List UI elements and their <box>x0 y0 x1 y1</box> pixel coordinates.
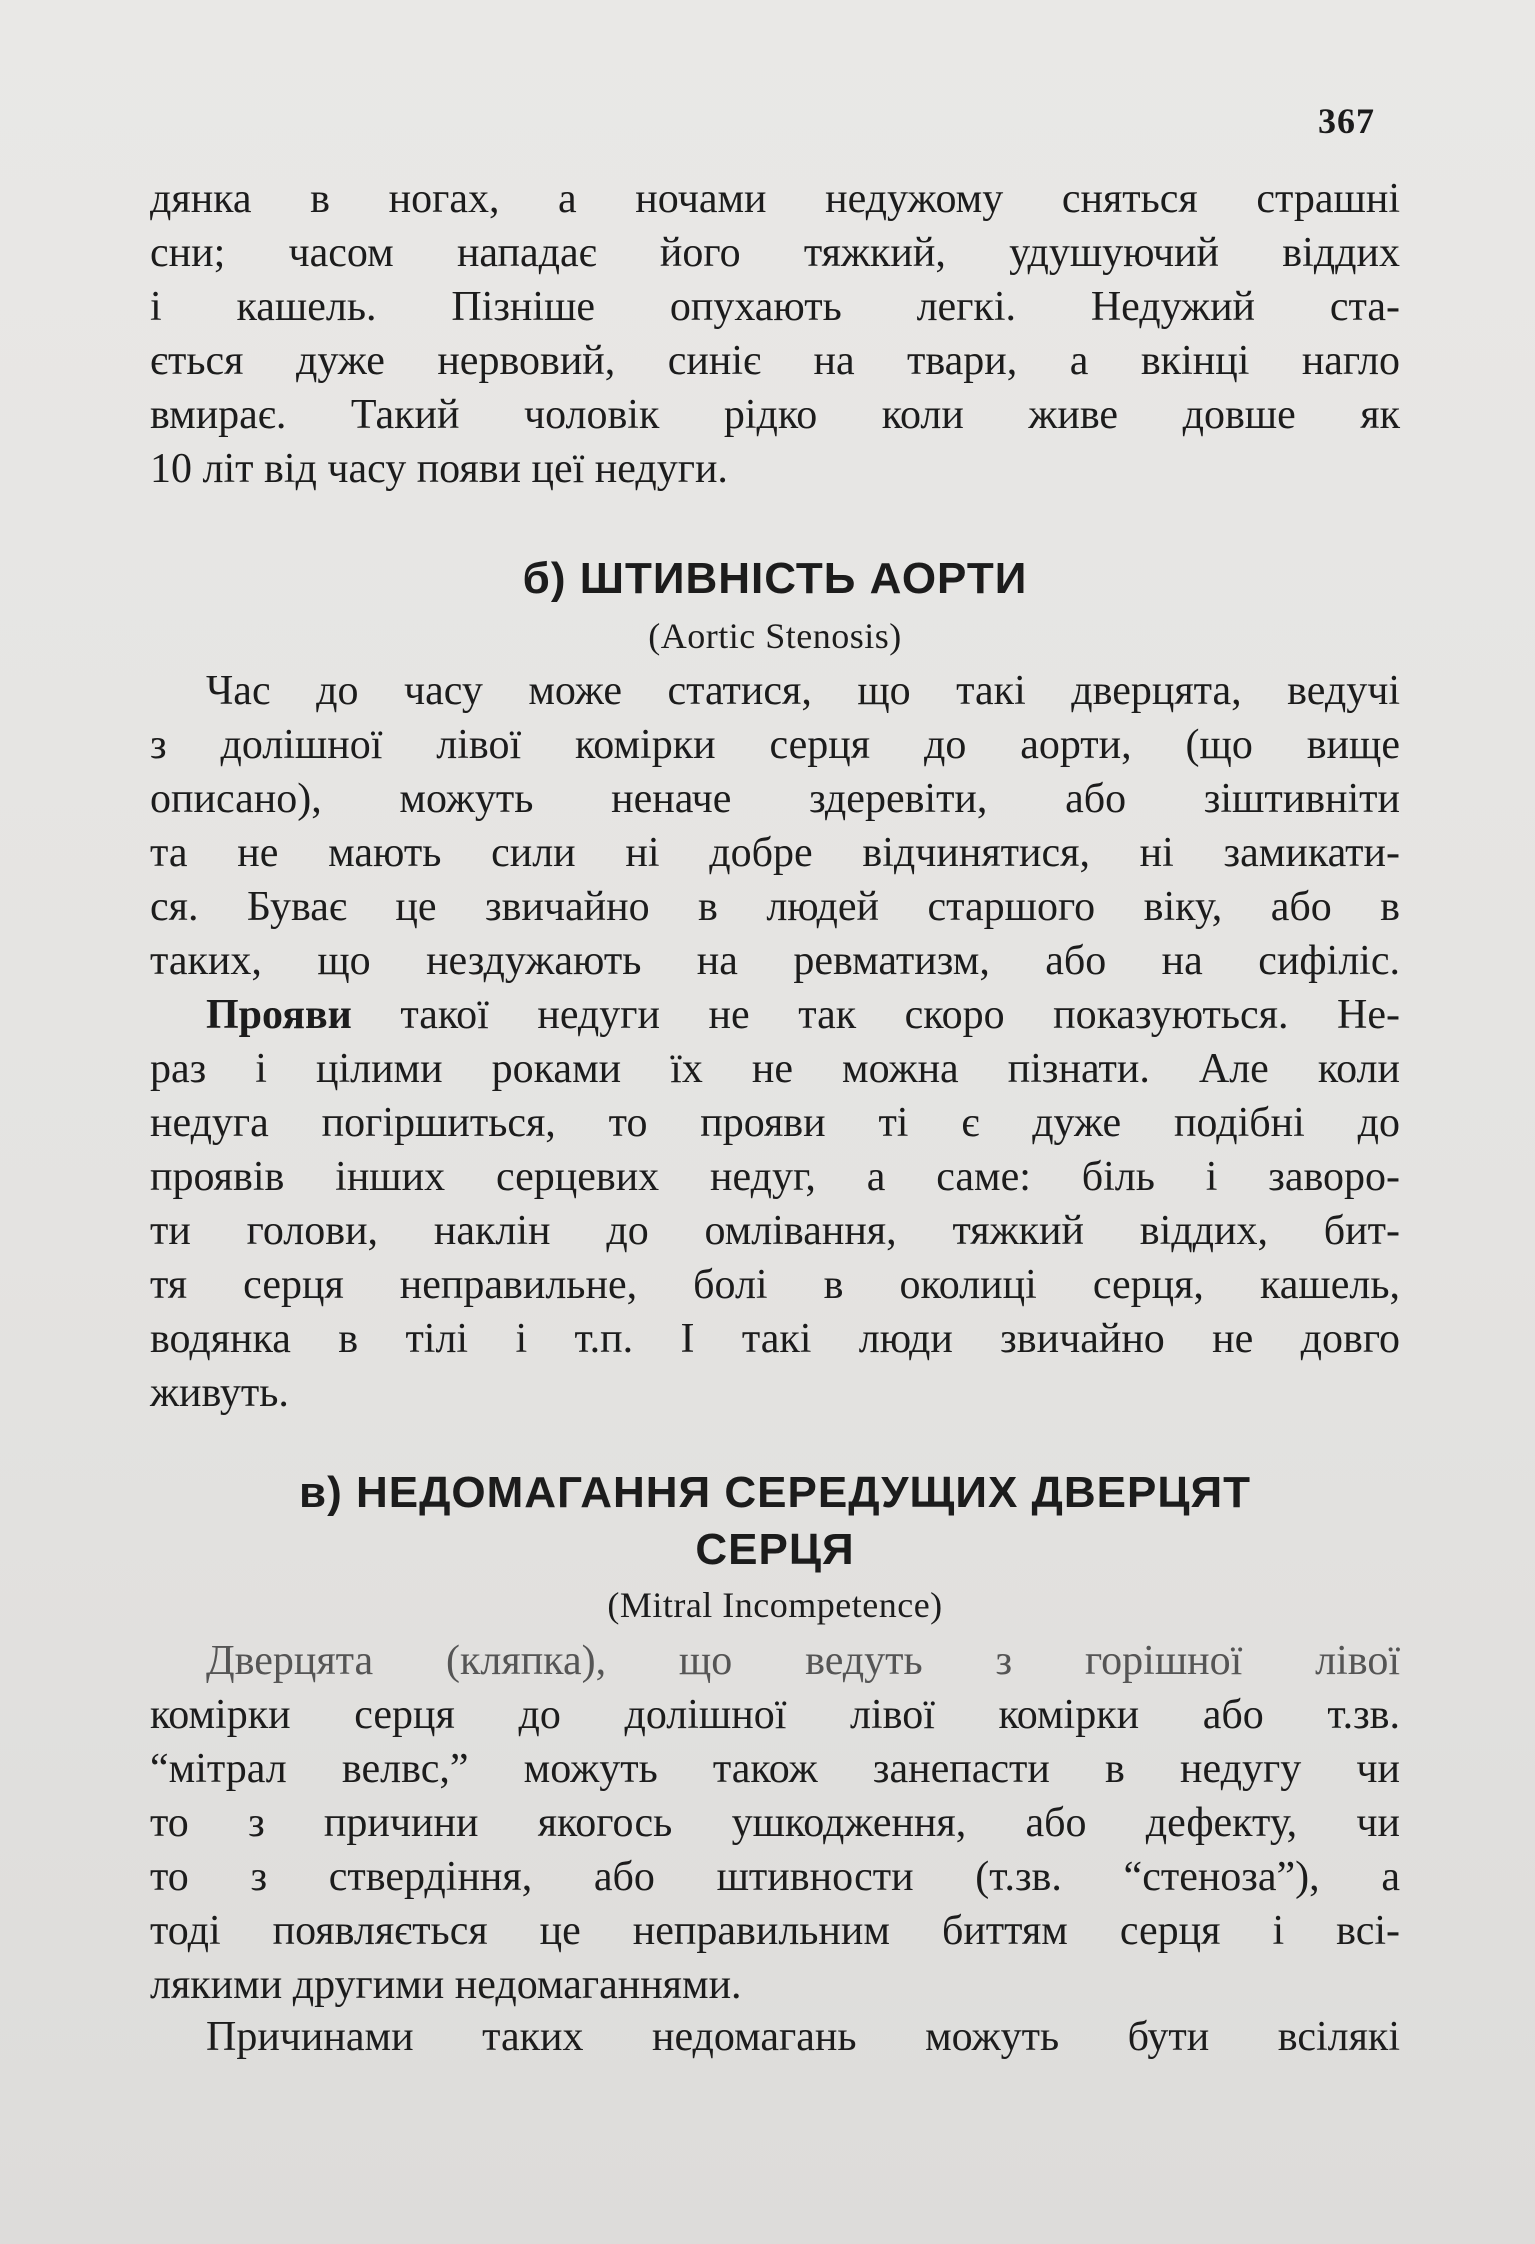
text-line: Час до часу може статися, що такі дверцята, ведучі <box>206 668 1400 714</box>
text-line: Дверцята (кляпка), що ведуть з горішної лівої <box>206 1638 1400 1684</box>
text-line: і кашель. Пізніше опухають легкі. Недужий ста- <box>150 284 1400 330</box>
section-v-paragraph-1 <box>150 1634 1400 2012</box>
text-line: дянка в ногах, а ночами недужому сняться страшні <box>150 176 1400 222</box>
section-v-subheading: (Mitral Incompetence) <box>607 1585 943 1625</box>
text-line: “мітрал велвс,” можуть також занепасти в недугу чи <box>150 1746 1400 1792</box>
text-line: вмирає. Такий чоловік рідко коли живе довше як <box>150 392 1400 438</box>
text-line: ється дуже нервовий, синіє на твари, а вкінці нагло <box>150 338 1400 384</box>
text-line: раз і цілими роками їх не можна пізнати. Але коли <box>150 1046 1400 1092</box>
text-line: з долішної лівої комірки серця до аорти, (що вище <box>150 722 1400 768</box>
text-line: то з ствердіння, або штивности (т.зв. “стеноза”), а <box>150 1854 1400 1900</box>
text-line: ти голови, наклін до омлівання, тяжкий віддих, бит- <box>150 1208 1400 1254</box>
text-line: лякими другими недомаганнями. <box>150 1962 742 2008</box>
section-v-heading-line-2: СЕРЦЯ <box>695 1525 855 1574</box>
text-line: комірки серця до долішної лівої комірки або т.зв. <box>150 1692 1400 1738</box>
section-v-paragraph-2 <box>150 2010 1400 2064</box>
section-b-subheading: (Aortic Stenosis) <box>648 616 902 656</box>
text-line: таких, що нездужають на ревматизм, або на сифіліс. <box>150 938 1400 984</box>
text-line: Причинами таких недомагань можуть бути всілякі <box>206 2014 1400 2060</box>
section-b-paragraph-2 <box>150 988 1400 1420</box>
text-line: проявів інших серцевих недуг, а саме: біль і заворо- <box>150 1154 1400 1200</box>
section-b-heading: б) ШТИВНІСТЬ АОРТИ <box>522 554 1028 603</box>
intro-paragraph <box>150 172 1400 496</box>
text-line: та не мають сили ні добре відчинятися, ні замикати- <box>150 830 1400 876</box>
text-line: 10 літ від часу появи цеї недуги. <box>150 446 728 492</box>
text-line: ся. Буває це звичайно в людей старшого віку, або в <box>150 884 1400 930</box>
text-line: тоді появляється це неправильним биттям серця і всі- <box>150 1908 1400 1954</box>
text-line: описано), можуть неначе здеревіти, або зіштивніти <box>150 776 1400 822</box>
text-line: недуга погіршиться, то прояви ті є дуже подібні до <box>150 1100 1400 1146</box>
text-line: то з причини якогось ушкодження, або дефекту, чи <box>150 1800 1400 1846</box>
text-line: тя серця неправильне, болі в околиці серця, кашель, <box>150 1262 1400 1308</box>
text-line: водянка в тілі і т.п. І такі люди звичайно не довго <box>150 1316 1400 1362</box>
text-line <box>150 988 1400 1042</box>
page-number: 367 <box>1318 101 1375 141</box>
text-line: сни; часом нападає його тяжкий, удушуючий віддих <box>150 230 1400 276</box>
bold-term: Прояви <box>206 992 352 1038</box>
text-line: живуть. <box>150 1370 289 1416</box>
text-line-rest: такої недуги не так скоро показуються. Не- <box>351 992 1400 1038</box>
section-b-paragraph-1 <box>150 664 1400 988</box>
section-v-heading-line-1: в) НЕДОМАГАННЯ СЕРЕДУЩИХ ДВЕРЦЯТ <box>299 1468 1251 1517</box>
